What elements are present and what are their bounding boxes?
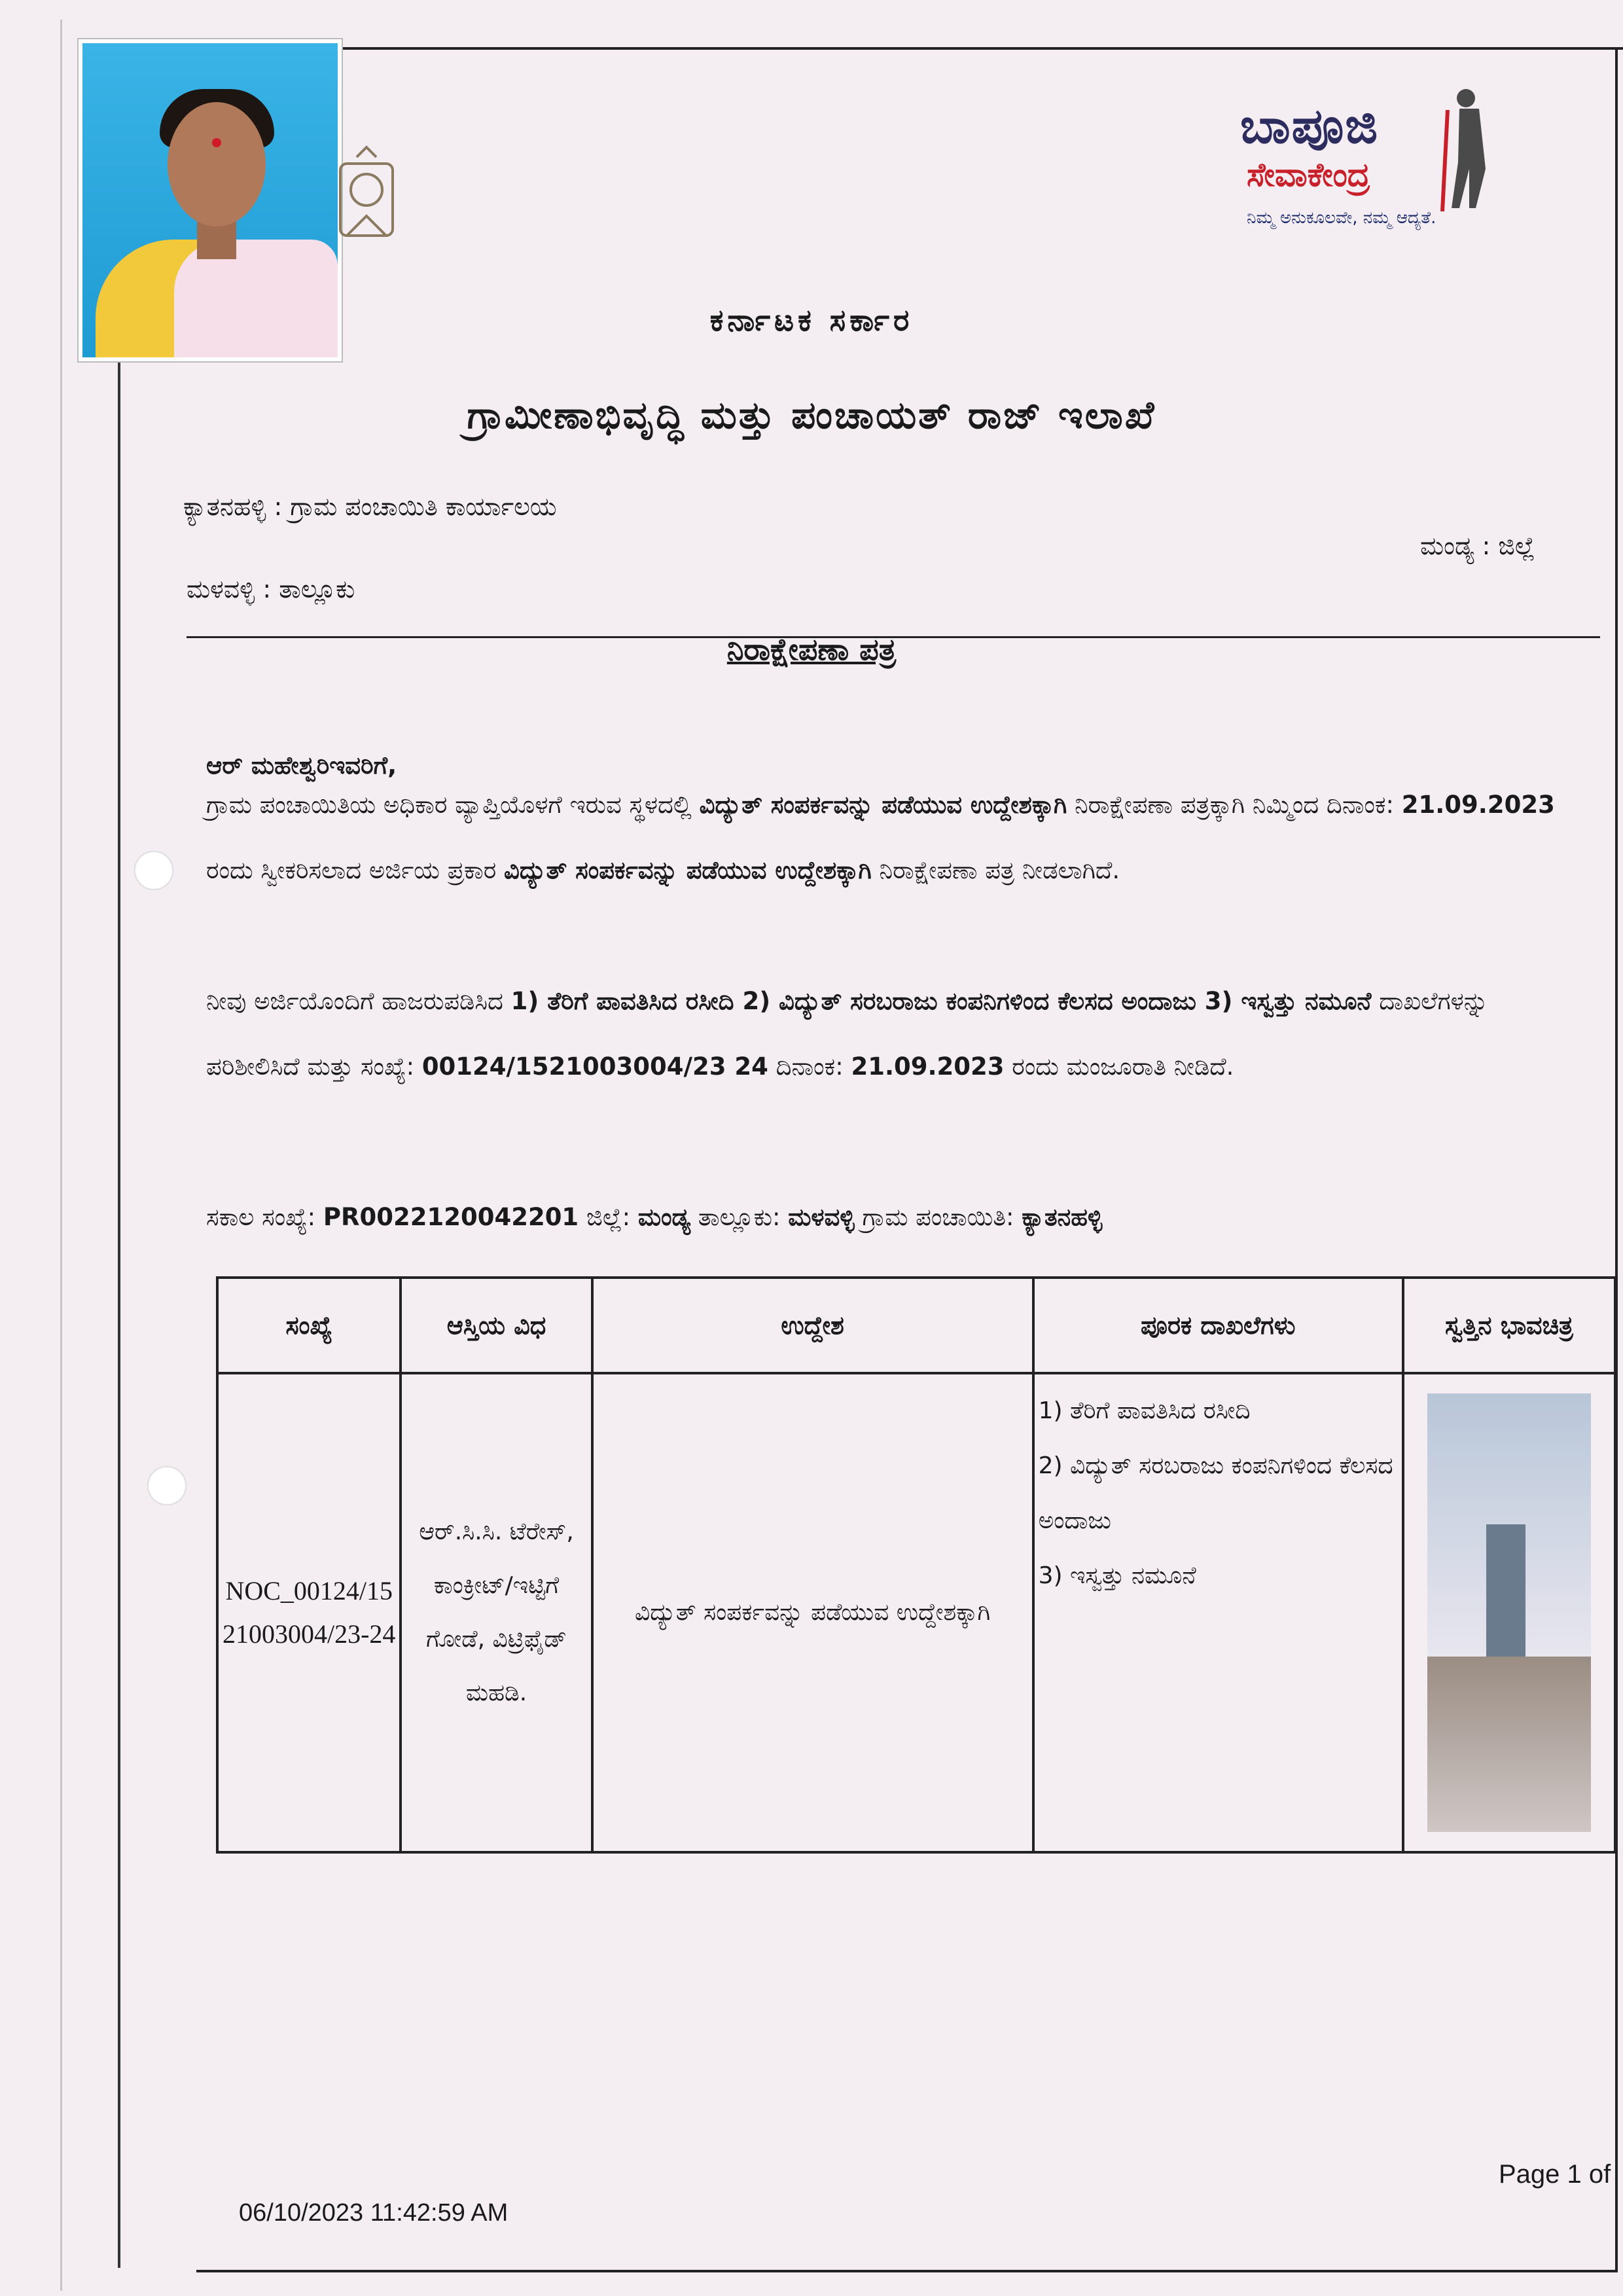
- table-row: [217, 1373, 1615, 1852]
- doc-item: 2) ವಿದ್ಯುತ್ ಸರಬರಾಜು ಕಂಪನಿಗಳಿಂದ ಕೆಲಸದ ಅಂದಾಜು: [1038, 1452, 1393, 1534]
- property-photo: [1427, 1393, 1591, 1832]
- page-number: Page 1 of: [1499, 2160, 1611, 2189]
- government-heading: ಕರ್ನಾಟಕ ಸರ್ಕಾರ: [709, 302, 914, 338]
- col-header-property-photo: ಸ್ವತ್ತಿನ ಭಾವಚಿತ್ರ: [1403, 1278, 1615, 1373]
- department-heading: ಗ್ರಾಮೀಣಾಭಿವೃದ್ಧಿ ಮತ್ತು ಪಂಚಾಯತ್ ರಾಜ್ ಇಲಾಖೆ: [467, 393, 1156, 437]
- table-header-row: [217, 1278, 1615, 1373]
- district-label: ಮಂಡ್ಯ : ಜಿಲ್ಲೆ: [1420, 531, 1535, 560]
- property-type-cell: ಆರ್.ಸಿ.ಸಿ. ಟೆರೇಸ್, ಕಾಂಕ್ರೀಟ್/ಇಟ್ಟಿಗೆ ಗೋಡೆ, ವಿಟ್ರಿಫೈಡ್ ಮಹಡಿ.: [401, 1373, 592, 1852]
- col-header-supporting-docs: ಪೂರಕ ದಾಖಲೆಗಳು: [1033, 1278, 1403, 1373]
- punch-hole: [147, 1466, 187, 1505]
- col-header-number: ಸಂಖ್ಯೆ: [217, 1278, 401, 1373]
- frame-border-top: [334, 47, 1623, 50]
- noc-table: [216, 1276, 1616, 1854]
- sakala-line: ಸಕಾಲ ಸಂಖ್ಯೆ: PR0022120042201 ಜಿಲ್ಲೆ: ಮಂಡ್ಯ ತಾಲ್ಲೂಕು: ಮಳವಳ್ಳಿ ಗ್ರಾಮ ಪಂಚಾಯಿತಿ: ಕ್ಯಾತನಹಳ್ಳಿ: [206, 1203, 1103, 1231]
- logo-tagline: ನಿಮ್ಮ ಅನುಕೂಲವೇ, ನಮ್ಮ ಆದ್ಯತೆ.: [1247, 208, 1436, 228]
- generated-timestamp: 06/10/2023 11:42:59 AM: [239, 2199, 508, 2227]
- paragraph-2: ನೀವು ಅರ್ಜಿಯೊಂದಿಗೆ ಹಾಜರುಪಡಿಸಿದ 1) ತೆರಿಗೆ ಪಾವತಿಸಿದ ರಸೀದಿ 2) ವಿದ್ಯುತ್ ಸರಬರಾಜು ಕಂಪನಿಗಳಿಂದ ಕೆಲಸದ ಅಂದಾಜು 3) ಇಸ್ವತ್ತು ನಮೂನೆ ದಾಖಲೆಗಳನ್ನು ಪರಿಶೀಲಿಸಿದೆ ಮತ್ತು ಸಂಖ್ಯೆ: 00124/1521003004/23 24 ದಿನಾಂಕ: 21.09.2023 ರಂದು ಮಂಜೂರಾತಿ ನೀಡಿದೆ.: [206, 987, 1489, 1081]
- logo-subtitle: ಸೇವಾಕೇಂದ್ರ: [1247, 156, 1370, 194]
- frame-border-right: [1615, 47, 1618, 2272]
- doc-item: 3) ಇಸ್ವತ್ತು ನಮೂನೆ: [1038, 1562, 1196, 1589]
- document-title: ನಿರಾಕ್ಷೇಪಣಾ ಪತ್ರ: [726, 632, 897, 667]
- taluk-label: ಮಳವಳ್ಳಿ : ತಾಲ್ಲೂಕು: [187, 575, 355, 603]
- noc-number-cell: NOC_00124/1521003004/23-24: [217, 1373, 401, 1852]
- property-photo-cell: [1403, 1373, 1615, 1852]
- doc-item: 1) ತೆರಿಗೆ ಪಾವತಿಸಿದ ರಸೀದಿ: [1038, 1397, 1251, 1424]
- col-header-property-type: ಆಸ್ತಿಯ ವಿಧ: [401, 1278, 592, 1373]
- purpose-cell: ವಿದ್ಯುತ್ ಸಂಪರ್ಕವನ್ನು ಪಡೆಯುವ ಉದ್ದೇಶಕ್ಕಾಗಿ: [592, 1373, 1033, 1852]
- col-header-purpose: ಉದ್ದೇಶ: [592, 1278, 1033, 1373]
- panchayat-office: ಕ್ಯಾತನಹಳ್ಳಿ : ಗ್ರಾಮ ಪಂಚಾಯಿತಿ ಕಾರ್ಯಾಲಯ: [183, 492, 557, 521]
- gandhi-figure-icon: [1433, 84, 1505, 215]
- addressee: ಆರ್ ಮಹೇಶ್ವರಿಇವರಿಗೆ,: [206, 751, 397, 780]
- paper-edge: [60, 20, 62, 2291]
- supporting-docs-cell: [1033, 1373, 1403, 1852]
- paragraph-1: ಗ್ರಾಮ ಪಂಚಾಯಿತಿಯ ಅಧಿಕಾರ ವ್ಯಾಪ್ತಿಯೊಳಗೆ ಇರುವ ಸ್ಥಳದಲ್ಲಿ ವಿದ್ಯುತ್ ಸಂಪರ್ಕವನ್ನು ಪಡೆಯುವ ಉದ್ದೇಶಕ್ಕಾಗಿ ನಿರಾಕ್ಷೇಪಣಾ ಪತ್ರಕ್ಕಾಗಿ ನಿಮ್ಮಿಂದ ದಿನಾಂಕ: 21.09.2023 ರಂದು ಸ್ವೀಕರಿಸಲಾದ ಅರ್ಜಿಯ ಪ್ರಕಾರ ವಿದ್ಯುತ್ ಸಂಪರ್ಕವನ್ನು ಪಡೆಯುವ ಉದ್ದೇಶಕ್ಕಾಗಿ ನಿರಾಕ್ಷೇಪಣಾ ಪತ್ರ ನೀಡಲಾಗಿದೆ.: [206, 791, 1555, 884]
- logo-title: ಬಾಪೂಜಿ: [1240, 98, 1380, 154]
- state-emblem-icon: [327, 144, 406, 255]
- punch-hole: [134, 851, 173, 890]
- frame-border-bottom: [196, 2270, 1616, 2272]
